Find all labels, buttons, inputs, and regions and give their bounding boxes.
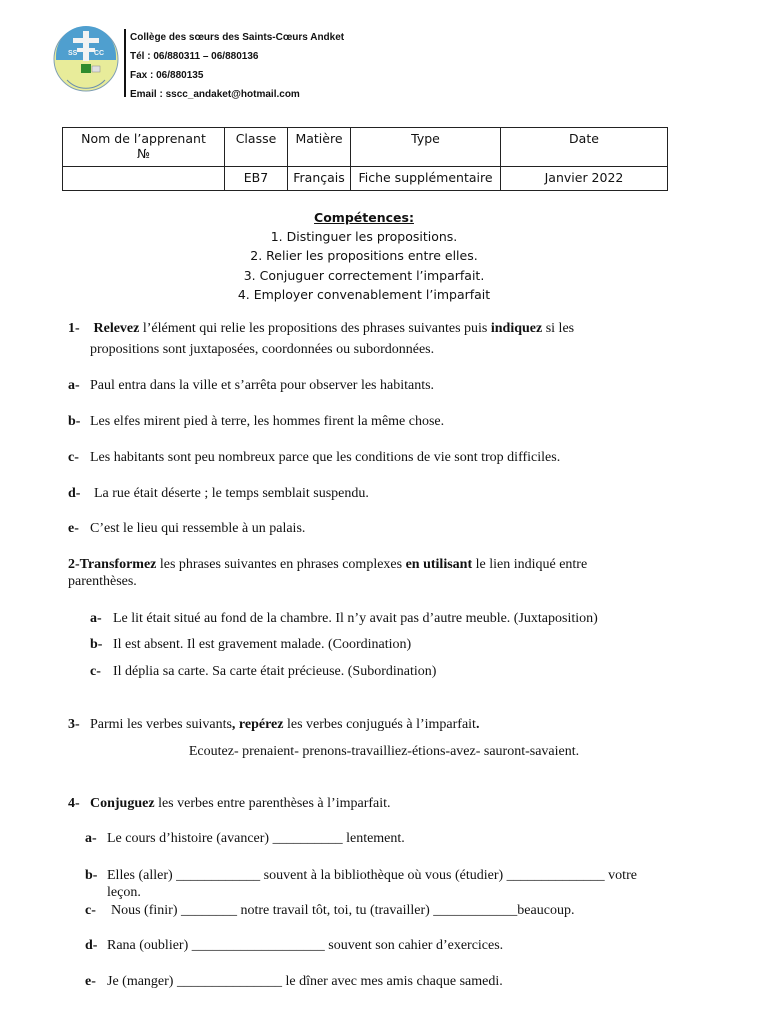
school-email: Email : sscc_andaket@hotmail.com (130, 89, 300, 100)
ex3-text: Parmi les verbes suivants (90, 717, 232, 732)
value-type: Fiche supplémentaire (351, 167, 501, 191)
ex2-instruction-cont: parenthèses. (68, 574, 137, 589)
competence-item: 4. Employer convenablement l’imparfait (237, 286, 491, 302)
item-text: Paul entra dans la ville et s’arrêta pour observer les habitants. (90, 378, 435, 393)
ex2-item-b (90, 635, 411, 655)
ex4-item-d (85, 936, 503, 956)
ex1-number: 1- (68, 321, 80, 336)
school-logo (53, 26, 119, 92)
ex4-item-e (85, 972, 503, 992)
item-text: Rana (oublier) ___________________ souvent son cahier d’exercices. (107, 938, 504, 953)
item-label: b- (68, 414, 81, 429)
value-class: EB7 (225, 167, 288, 191)
ex1-item-d (68, 484, 369, 504)
value-learner-name (63, 167, 225, 191)
item-label: e- (85, 974, 96, 989)
item-text: Le cours d’histoire (avancer) __________ lentement. (107, 831, 405, 846)
ex1-verb-relevez: Relevez (93, 321, 140, 336)
ex3-period: . (475, 717, 480, 732)
ex1-item-a (68, 376, 434, 396)
ex3-verb-list: Ecoutez- prenaient- prenons-travailliez-étions-avez- sauront-savaient. (188, 744, 580, 759)
table-value-row (63, 167, 668, 191)
header-date: Date (501, 128, 668, 167)
competence-item: 2. Relier les propositions entre elles. (250, 248, 478, 264)
item-text: Il déplia sa carte. Sa carte était précieuse. (Subordination) (113, 664, 437, 679)
ex1-item-b (68, 412, 444, 432)
ex4-text: les verbes entre parenthèses à l’imparfait. (154, 796, 391, 811)
student-info-table (62, 127, 668, 191)
item-label: b- (90, 637, 103, 652)
item-text: La rue était déserte ; le temps semblait suspendu. (94, 486, 369, 501)
ex2-instruction (68, 555, 587, 575)
ex1-text: l’élément qui relie les propositions des phrases suivantes puis (139, 321, 491, 336)
value-date: Janvier 2022 (501, 167, 668, 191)
ex1-instruction-cont: propositions sont juxtaposées, coordonnées ou subordonnées. (90, 342, 435, 357)
ex2-item-c (90, 662, 436, 682)
header-type: Type (351, 128, 501, 167)
ex3-number: 3- (68, 717, 80, 732)
ex4-item-a (85, 829, 405, 849)
table-header-row (63, 128, 668, 167)
item-text: Le lit était situé au fond de la chambre. Il n’y avait pas d’autre meuble. (Juxtaposition) (113, 611, 598, 626)
item-label: c- (85, 903, 96, 918)
ex4-item-b-cont: leçon. (107, 885, 141, 900)
item-text: Il est absent. Il est gravement malade. (Coordination) (113, 637, 412, 652)
ex4-instruction (68, 794, 391, 814)
ex2-text-end: le lien indiqué entre (472, 557, 588, 572)
ex4-item-b (85, 866, 637, 886)
logo-lettering-left: SS (68, 50, 78, 57)
item-label: d- (85, 938, 98, 953)
ex3-text-end: les verbes conjugués à l’imparfait (283, 717, 476, 732)
item-label: a- (90, 611, 102, 626)
item-label: c- (68, 450, 79, 465)
competence-item: 1. Distinguer les propositions. (270, 229, 458, 245)
ex2-text: les phrases suivantes en phrases complexes (156, 557, 406, 572)
item-text: Les habitants sont peu nombreux parce que les conditions de vie sont trop difficiles. (90, 450, 561, 465)
ex1-instruction (68, 319, 574, 339)
ex2-bold-en-utilisant: en utilisant (405, 557, 473, 572)
ex1-verb-indiquez: indiquez (490, 321, 543, 336)
ex2-item-a (90, 609, 598, 629)
value-subject: Français (288, 167, 351, 191)
school-fax: Fax : 06/880135 (130, 70, 204, 81)
school-info (130, 28, 344, 104)
ex4-item-c (85, 901, 574, 921)
item-label: e- (68, 521, 79, 536)
ex1-item-c (68, 448, 560, 468)
ex3-verb-reperez: , repérez (231, 717, 284, 732)
ex2-verb-transformez: 2-Transformez (68, 557, 157, 572)
item-label: b- (85, 868, 98, 883)
competence-item: 3. Conjuguer correctement l’imparfait. (243, 267, 485, 283)
logo-lettering-right: CC (94, 50, 105, 57)
header-class: Classe (225, 128, 288, 167)
item-label: c- (90, 664, 101, 679)
competences (0, 208, 728, 304)
school-phone: Tél : 06/880311 – 06/880136 (130, 51, 259, 62)
ex1-item-e (68, 519, 305, 539)
item-text: Elles (aller) ____________ souvent à la bibliothèque où vous (étudier) ______________ votre (107, 868, 637, 883)
header-subject: Matière (288, 128, 351, 167)
ex3-instruction (68, 715, 479, 735)
item-label: a- (68, 378, 80, 393)
item-label: d- (68, 486, 81, 501)
header-learner-name: Nom de l’apprenant № (63, 128, 225, 167)
ex4-verb-conjuguez: Conjuguez (90, 796, 155, 811)
item-text: Les elfes mirent pied à terre, les hommes firent la même chose. (90, 414, 445, 429)
header-divider (124, 29, 126, 97)
item-text: Nous (finir) ________ notre travail tôt, toi, tu (travailler) ____________beaucoup. (111, 903, 575, 918)
item-text: C’est le lieu qui ressemble à un palais. (90, 521, 306, 536)
school-name: Collège des sœurs des Saints-Cœurs Andket (130, 32, 345, 43)
item-label: a- (85, 831, 97, 846)
competences-title: Compétences: (314, 210, 414, 225)
ex1-text-end: si les (542, 321, 575, 336)
ex4-number: 4- (68, 796, 80, 811)
item-text: Je (manger) _______________ le dîner avec mes amis chaque samedi. (107, 974, 503, 989)
